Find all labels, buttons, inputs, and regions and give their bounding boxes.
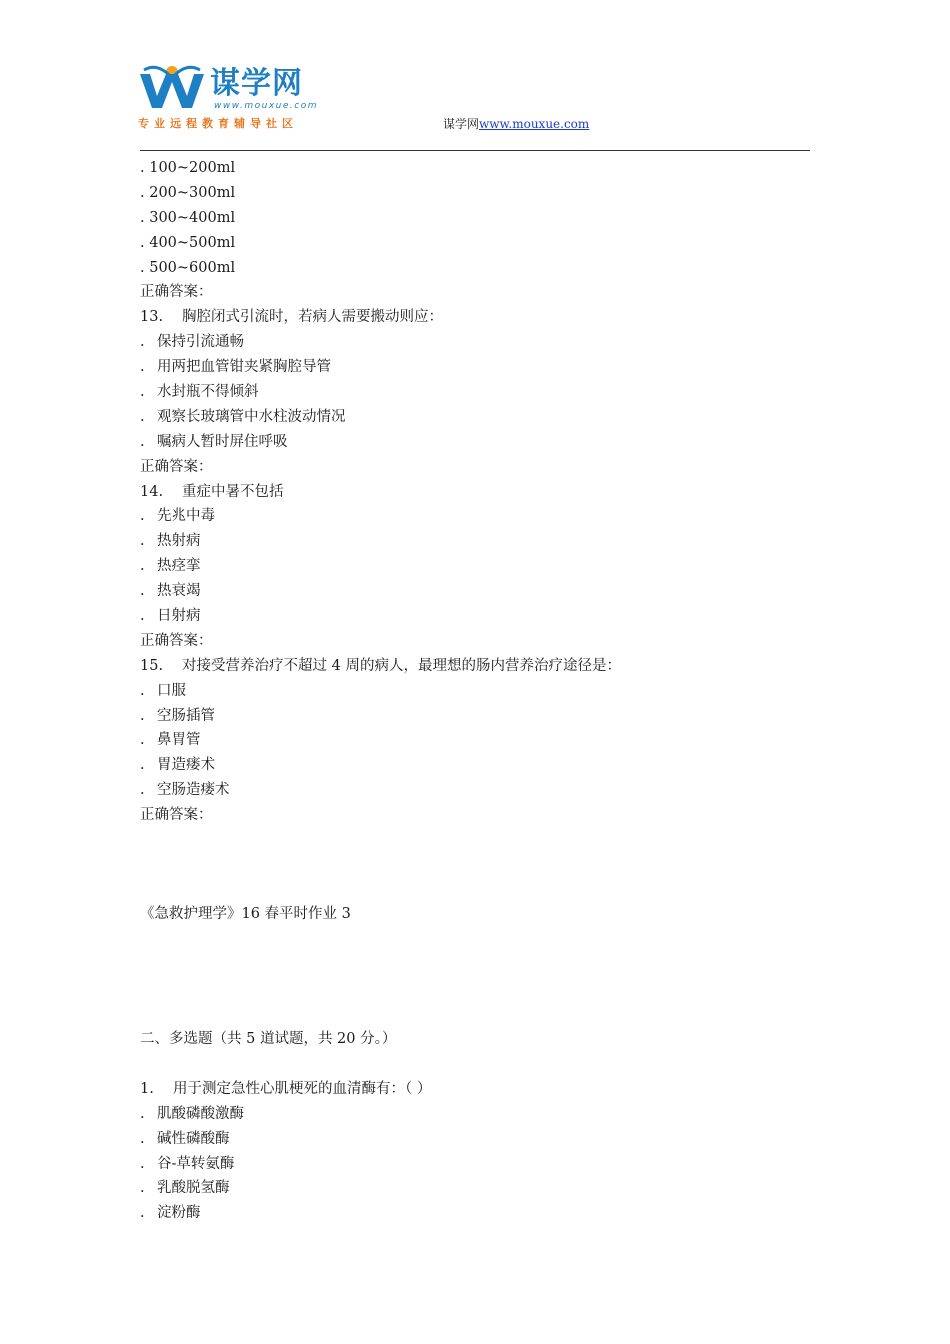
- question-text: 重症中暑不包括: [182, 483, 284, 500]
- option-line: . 观察长玻璃管中水柱波动情况: [140, 408, 346, 425]
- option-line: . 100~200ml: [140, 160, 236, 176]
- option-line: . 空肠造瘘术: [140, 782, 230, 799]
- site-link[interactable]: www.mouxue.com: [479, 117, 590, 131]
- option-line: . 鼻胃管: [140, 732, 201, 749]
- option-line: . 肌酸磷酸激酶: [140, 1105, 244, 1122]
- question-m1: [140, 1077, 810, 1102]
- option-line: . 乳酸脱氢酶: [140, 1180, 230, 1197]
- option-line: . 先兆中毒: [140, 508, 215, 525]
- question-number: 13.: [140, 309, 164, 326]
- option-line: . 淀粉酶: [140, 1205, 201, 1222]
- logo-book-icon: [138, 64, 208, 112]
- header-divider: [140, 150, 810, 151]
- answer-label: 正确答案：: [140, 632, 213, 649]
- option-line: . 水封瓶不得倾斜: [140, 384, 259, 401]
- question-number: 1.: [140, 1080, 154, 1097]
- question-text: 对接受营养治疗不超过 4 周的病人，最理想的肠内营养治疗途径是：: [182, 657, 621, 674]
- option-line: . 300~400ml: [140, 209, 236, 226]
- option-line: . 500~600ml: [140, 259, 236, 276]
- option-line: . 嘱病人暂时屏住呼吸: [140, 433, 288, 450]
- option-line: . 400~500ml: [140, 234, 236, 251]
- mouxue-logo[interactable]: [138, 64, 338, 130]
- question-number: 14.: [140, 483, 164, 500]
- question-text: 胸腔闭式引流时，若病人需要搬动则应：: [182, 309, 443, 326]
- document-body: [140, 156, 810, 1226]
- section-title: 《急救护理学》16 春平时作业 3: [140, 906, 351, 923]
- header-site: [443, 115, 589, 132]
- option-line: . 谷-草转氨酶: [140, 1155, 235, 1172]
- option-line: . 热痉挛: [140, 558, 201, 575]
- section2-heading: 二、多选题（共 5 道试题，共 20 分。）: [140, 1030, 397, 1047]
- logo-name: 谋学网: [210, 66, 303, 101]
- option-line: . 热射病: [140, 533, 201, 550]
- answer-label: 正确答案：: [140, 284, 213, 301]
- option-line: . 保持引流通畅: [140, 334, 244, 351]
- site-label: 谋学网: [443, 117, 480, 131]
- option-line: . 200~300ml: [140, 184, 236, 201]
- question-14: [140, 480, 810, 505]
- question-number: 15.: [140, 657, 164, 674]
- option-line: . 胃造瘘术: [140, 757, 215, 774]
- question-text: 用于测定急性心肌梗死的血清酶有：（ ）: [173, 1080, 432, 1097]
- logo-slogan: 专业远程教育辅导社区: [138, 117, 298, 130]
- option-line: . 碱性磷酸酶: [140, 1130, 230, 1147]
- option-line: . 热衰竭: [140, 583, 201, 600]
- question-13: [140, 305, 810, 330]
- question-15: [140, 654, 810, 679]
- option-line: . 用两把血管钳夹紧胸腔导管: [140, 359, 331, 376]
- answer-label: 正确答案：: [140, 807, 213, 824]
- option-line: . 口服: [140, 682, 186, 699]
- option-line: . 日射病: [140, 608, 201, 625]
- option-line: . 空肠插管: [140, 707, 215, 724]
- page-header: [0, 0, 950, 152]
- answer-label: 正确答案：: [140, 458, 213, 475]
- logo-url: www.mouxue.com: [214, 101, 318, 111]
